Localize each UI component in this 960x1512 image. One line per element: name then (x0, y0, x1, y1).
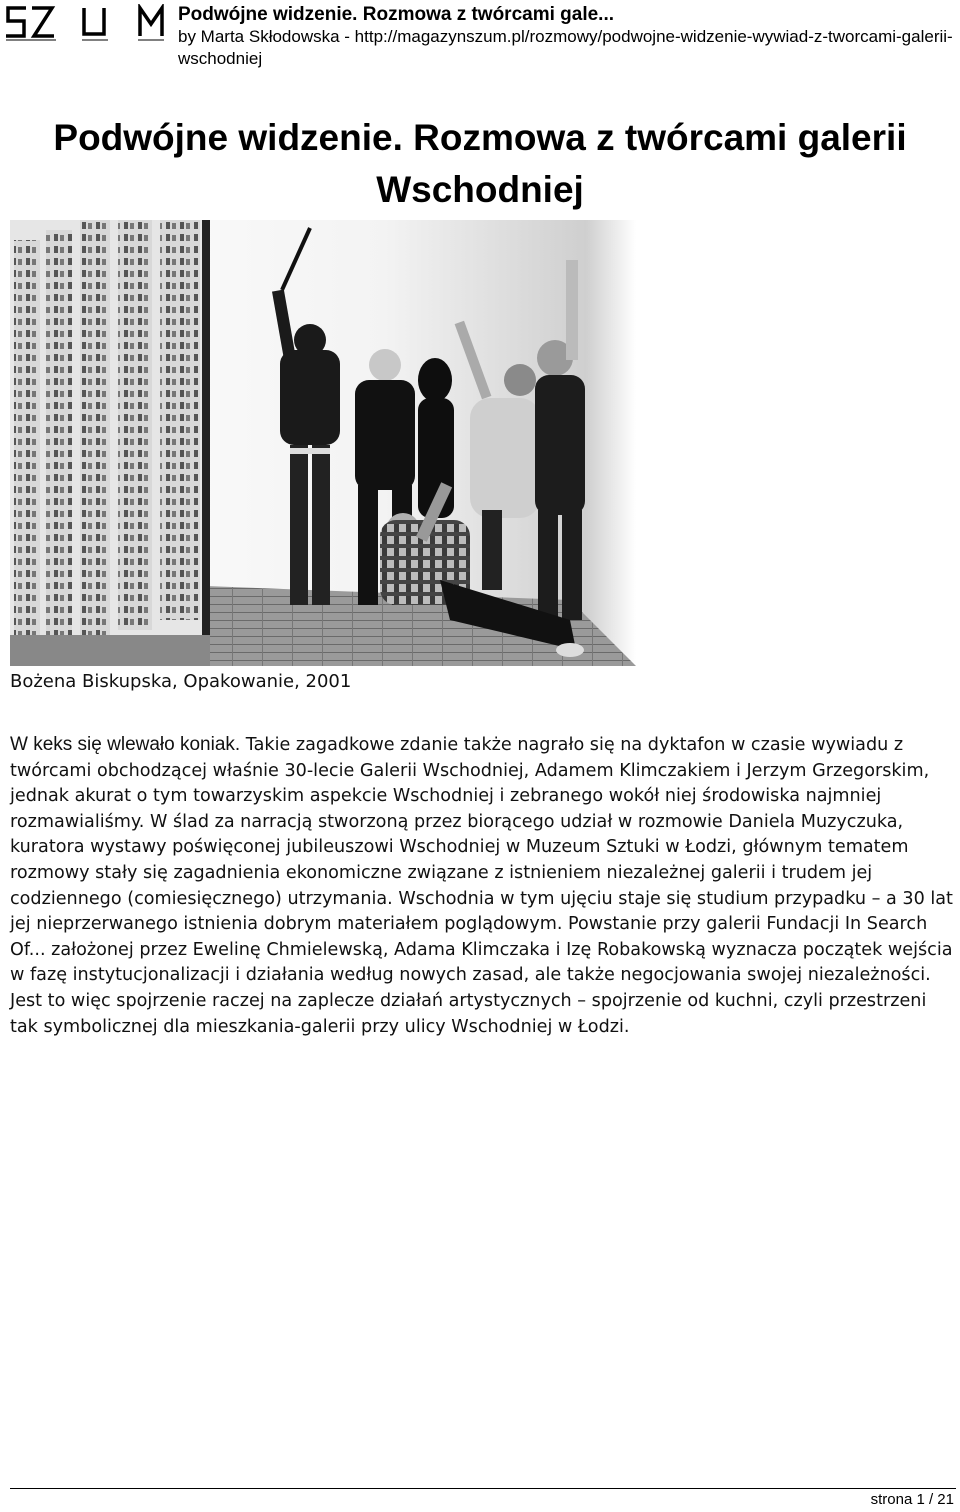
pdf-page-header (0, 0, 960, 76)
photo-caption: Bożena Biskupska, Opakowanie, 2001 (10, 671, 352, 692)
article-paragraph (10, 732, 954, 1040)
szum-logo (4, 4, 164, 44)
szum-logo-graphic (4, 4, 164, 44)
header-title: Podwójne widzenie. Rozmowa z twórcami gale... (178, 4, 615, 25)
header-text (178, 3, 958, 70)
footer-rule (10, 1488, 956, 1489)
article-title: Podwójne widzenie. Rozmowa z twórcami galerii Wschodniej (53, 117, 907, 210)
header-byline: by Marta Skłodowska - http://magazynszum.pl/rozmowy/podwojne-widzenie-wywiad-z-tworcami-galerii-wschodniej (178, 27, 953, 68)
article-lead: W keks się wlewało koniak. (10, 734, 241, 755)
article-photo (10, 220, 636, 666)
group-portrait-image (10, 220, 636, 666)
article-body-text: Takie zagadkowe zdanie także nagrało się na dyktafon w czasie wywiadu z twórcami obchodzącej właśnie 30-lecie Galerii Wschodniej, Adamem Klimczakiem i Jerzym Grzegorskim, jednak akurat o tym towarzyskim aspekcie Wschodniej i zebranego wokół niej środowiska najmniej rozmawialiśmy. W ślad za narracją stworzoną przez biorącego udział w rozmowie Daniela Muzyczuka, kuratora wystawy poświęconej jubileuszowi Wschodniej w Muzeum Sztuki w Łodzi, głównym tematem rozmowy stały się zagadnienia ekonomiczne związane z istnieniem niezależnej galerii i trudem jej codziennego (comiesięcznego) utrzymania. Wschodnia w tym ujęciu staje się studium przypadku – a 30 lat jej nieprzerwanego istnienia dobrym materiałem poglądowym. Powstanie przy galerii Fundacji In Search Of... założonej przez Ewelinę Chmielewską, Adama Klimczaka i Izę Robakowską wyznacza początek wejścia w fazę instytucjonalizacji i działania według nowych zasad, ale także negocjowania swojej niezależności. Jest to więc spojrzenie raczej na zaplecze działań artystycznych – spojrzenie od kuchni, czyli przestrzeni tak symbolicznej dla mieszkania-galerii przy ulicy Wschodniej w Łodzi. (10, 735, 953, 1037)
page-number: strona 1 / 21 (870, 1491, 954, 1508)
